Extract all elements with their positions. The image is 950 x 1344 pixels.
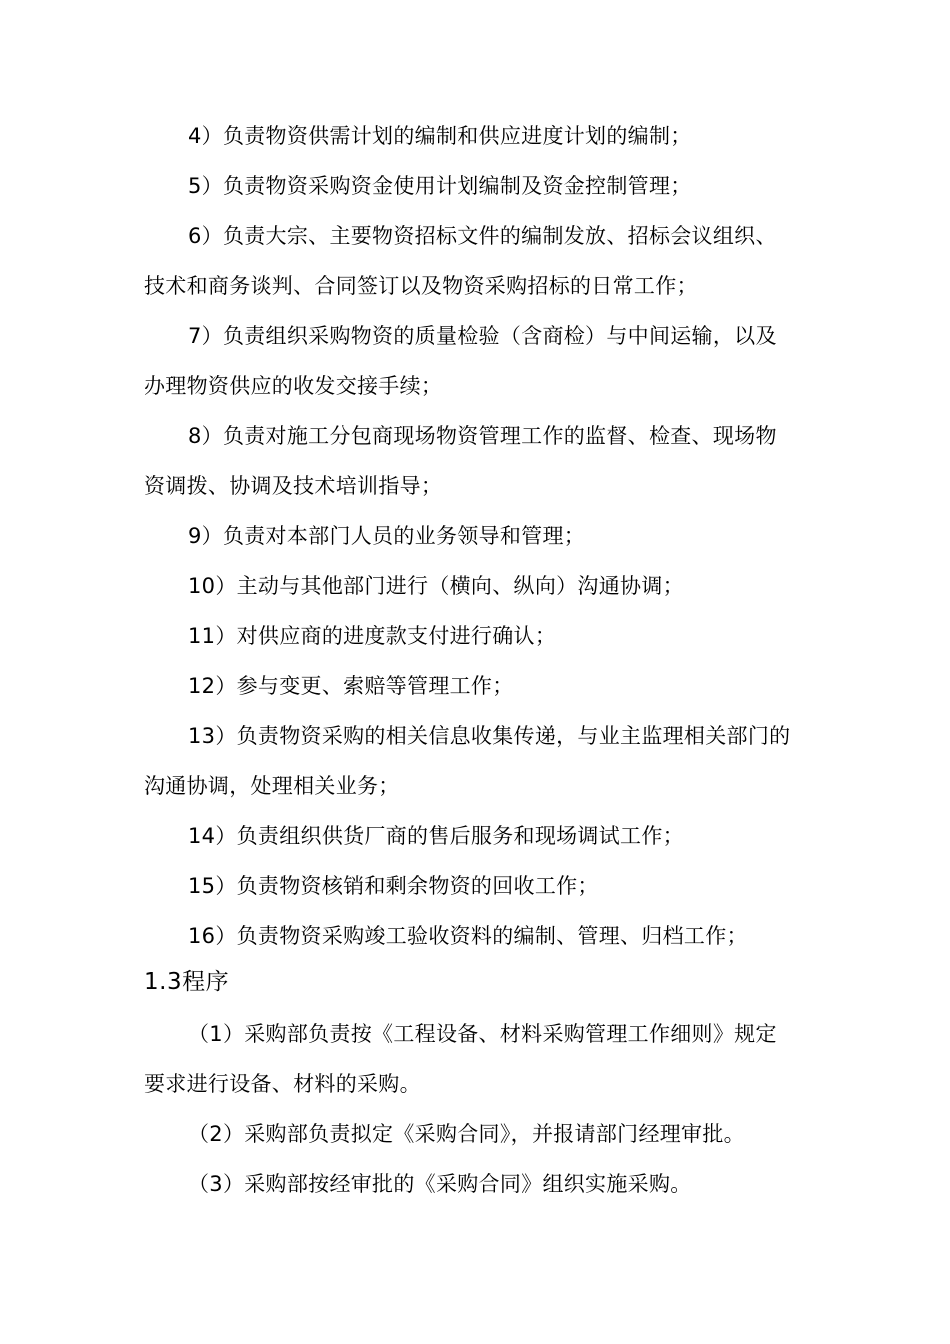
duty-line-4: 4）负责物资供需计划的编制和供应进度计划的编制； <box>188 124 692 148</box>
duty-line-12: 12）参与变更、索赔等管理工作； <box>188 674 514 698</box>
procedure-line-3: （3）采购部按经审批的《采购合同》组织实施采购。 <box>188 1172 692 1196</box>
duty-line-5: 5）负责物资采购资金使用计划编制及资金控制管理； <box>188 174 692 198</box>
procedure-line-1-cont: 要求进行设备、材料的采购。 <box>144 1072 421 1096</box>
duty-line-8: 8）负责对施工分包商现场物资管理工作的监督、检查、现场物 <box>188 424 777 448</box>
duty-line-11: 11）对供应商的进度款支付进行确认； <box>188 624 557 648</box>
duty-line-14: 14）负责组织供货厂商的售后服务和现场调试工作； <box>188 824 684 848</box>
duty-line-13-cont: 沟通协调，处理相关业务； <box>144 774 400 798</box>
duty-line-9: 9）负责对本部门人员的业务领导和管理； <box>188 524 586 548</box>
duty-line-7: 7）负责组织采购物资的质量检验（含商检）与中间运输，以及 <box>188 324 777 348</box>
duty-line-15: 15）负责物资核销和剩余物资的回收工作； <box>188 874 599 898</box>
duty-line-8-cont: 资调拨、协调及技术培训指导； <box>144 474 443 498</box>
section-heading: 1.3程序 <box>144 969 230 995</box>
duty-line-10: 10）主动与其他部门进行（横向、纵向）沟通协调； <box>188 574 684 598</box>
procedure-line-1: （1）采购部负责按《工程设备、材料采购管理工作细则》规定 <box>188 1022 777 1046</box>
procedure-line-2: （2）采购部负责拟定《采购合同》，并报请部门经理审批。 <box>188 1122 745 1146</box>
duty-line-13: 13）负责物资采购的相关信息收集传递，与业主监理相关部门的 <box>188 724 791 748</box>
duty-line-7-cont: 办理物资供应的收发交接手续； <box>144 374 443 398</box>
duty-line-16: 16）负责物资采购竣工验收资料的编制、管理、归档工作； <box>188 924 748 948</box>
duty-line-6: 6）负责大宗、主要物资招标文件的编制发放、招标会议组织、 <box>188 224 777 248</box>
duty-line-6-cont: 技术和商务谈判、合同签订以及物资采购招标的日常工作； <box>144 274 698 298</box>
